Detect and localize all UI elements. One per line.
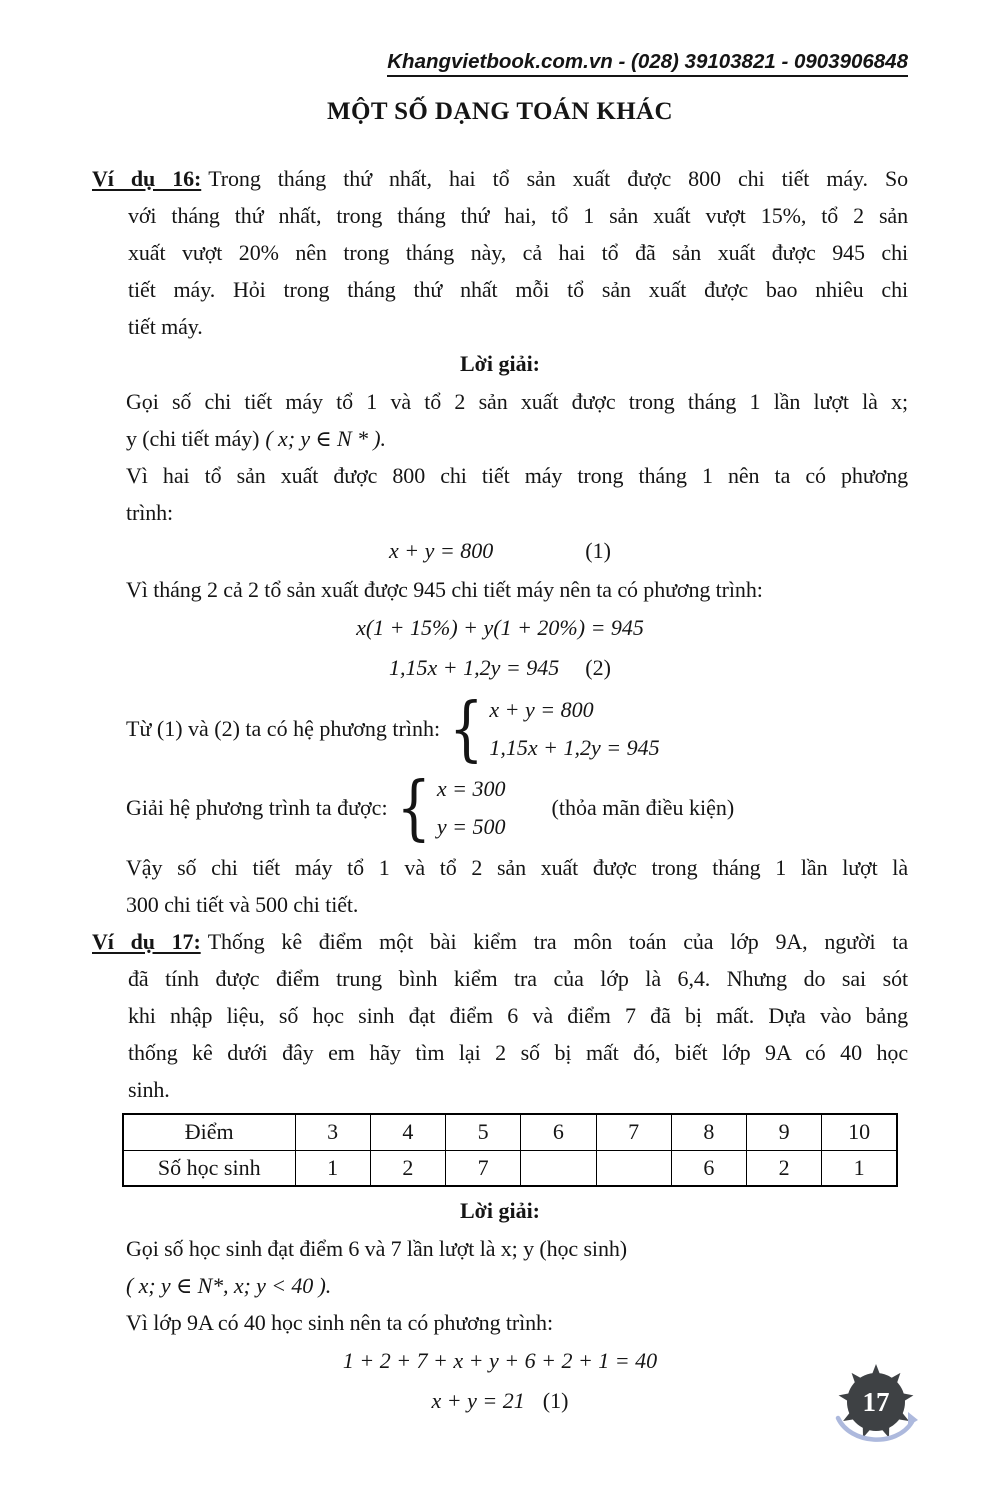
- table-cell: 7: [446, 1150, 521, 1186]
- equation-number: (1): [542, 1388, 569, 1413]
- text-segment: y (chi tiết máy): [126, 426, 260, 451]
- table-cell: 7: [596, 1114, 671, 1150]
- left-brace-icon: {: [396, 766, 431, 849]
- section-title: MỘT SỐ DẠNG TOÁN KHÁC: [327, 98, 673, 125]
- solution17-heading: Lời giải:: [459, 1198, 541, 1223]
- equation-1: [92, 531, 908, 571]
- solution17-p3: Vì lớp 9A có 40 học sinh nên ta có phương trình:: [126, 1310, 553, 1335]
- table-cell: 1: [295, 1150, 370, 1186]
- text-line: [92, 160, 908, 197]
- equation-2a: [92, 608, 908, 648]
- solution16-conclusion: [92, 849, 908, 923]
- solution16-p1: [92, 383, 908, 457]
- table-cell: 1: [822, 1150, 897, 1186]
- equation-xy21: [92, 1381, 908, 1421]
- solution17-p1: Gọi số học sinh đạt điểm 6 và 7 lần lượt là x; y (học sinh): [126, 1236, 627, 1261]
- equation-system-2: [126, 766, 908, 849]
- solution16-heading: Lời giải:: [459, 351, 541, 376]
- table-cell: 3: [295, 1114, 370, 1150]
- table-cell: 6: [671, 1150, 746, 1186]
- text-line: tiết máy.: [128, 314, 203, 339]
- solution17-condition: ( x; y ∈ N*, x; y < 40 ).: [126, 1273, 332, 1298]
- text-line: trình:: [126, 500, 174, 525]
- text-line: khi nhập liệu, số học sinh đạt điểm 6 và điểm 7 đã bị mất. Dựa vào bảng: [128, 1003, 908, 1028]
- left-brace-icon: {: [449, 687, 484, 770]
- score-table: [122, 1113, 898, 1187]
- system-label: Từ (1) và (2) ta có hệ phương trình:: [126, 716, 441, 741]
- example17-paragraph: [92, 923, 908, 1108]
- equation-sum: [92, 1341, 908, 1381]
- system-label: Giải hệ phương trình ta được:: [126, 795, 388, 820]
- gear-icon: [824, 1356, 928, 1466]
- equation-expression: x + y = 800: [389, 538, 494, 563]
- text-line: Gọi số chi tiết máy tổ 1 và tổ 2 sản xuất được trong tháng 1 lần lượt là x;: [126, 389, 908, 414]
- table-cell: [596, 1150, 671, 1186]
- solution16-p3: Vì tháng 2 cả 2 tổ sản xuất được 945 chi tiết máy nên ta có phương trình:: [126, 577, 763, 602]
- equation-number: (1): [585, 538, 611, 563]
- table-row-scores: [123, 1114, 897, 1150]
- equation-expression: 1,15x + 1,2y = 945: [389, 655, 560, 680]
- equation-expression: 1 + 2 + 7 + x + y + 6 + 2 + 1 = 40: [342, 1348, 658, 1373]
- equation-2b: [92, 648, 908, 688]
- text-line: tiết máy. Hỏi trong tháng thứ nhất mỗi tổ sản xuất được bao nhiêu chi: [128, 277, 908, 302]
- system-equation: y = 500: [436, 814, 506, 839]
- system-equation: 1,15x + 1,2y = 945: [489, 735, 660, 760]
- equation-expression: x + y = 21: [431, 1388, 525, 1413]
- system-equations: [437, 770, 506, 846]
- table-cell: 2: [747, 1150, 822, 1186]
- text-line: với tháng thứ nhất, trong tháng thứ hai, tổ 1 sản xuất vượt 15%, tổ 2 sản: [128, 203, 908, 228]
- table-row-students: [123, 1150, 897, 1186]
- text-line: đã tính được điểm trung bình kiểm tra của lớp là 6,4. Nhưng do sai sót: [128, 966, 908, 991]
- text-line: [126, 420, 908, 457]
- condition-note: (thỏa mãn điều kiện): [551, 795, 735, 820]
- text-line: Vậy số chi tiết máy tổ 1 và tổ 2 sản xuất được trong tháng 1 lần lượt là: [126, 855, 908, 880]
- text-line: 300 chi tiết và 500 chi tiết.: [126, 892, 359, 917]
- table-cell: 2: [370, 1150, 445, 1186]
- table-cell: 10: [822, 1114, 897, 1150]
- table-cell: 5: [446, 1114, 521, 1150]
- inline-math: ( x; y ∈ N * ).: [265, 426, 386, 451]
- equation-system-1: [126, 687, 908, 770]
- text-segment: Thống kê điểm một bài kiểm tra môn toán của lớp 9A, người ta: [207, 929, 908, 954]
- page-number: 17: [862, 1387, 890, 1417]
- table-cell: [521, 1150, 596, 1186]
- equation-expression: x(1 + 15%) + y(1 + 20%) = 945: [356, 615, 644, 640]
- example17-label: Ví dụ 17:: [92, 929, 201, 954]
- text-segment: Trong tháng thứ nhất, hai tổ sản xuất được 800 chi tiết máy. So: [208, 166, 908, 191]
- system-equations: [489, 691, 659, 767]
- text-line: [92, 923, 908, 960]
- text-line: xuất vượt 20% nên trong tháng này, cả hai tổ đã sản xuất được 945 chi: [128, 240, 908, 265]
- text-line: thống kê dưới đây em hãy tìm lại 2 số bị mất đó, biết lớp 9A có 40 học: [128, 1040, 908, 1065]
- example16-paragraph: [92, 160, 908, 345]
- system-equation: x = 300: [436, 776, 506, 801]
- text-line: sinh.: [128, 1077, 170, 1102]
- page-header: [92, 50, 908, 74]
- text-line: Vì hai tổ sản xuất được 800 chi tiết máy trong tháng 1 nên ta có phương: [126, 463, 908, 488]
- table-cell: 6: [521, 1114, 596, 1150]
- solution16-p2: [92, 457, 908, 531]
- page-number-badge: [824, 1356, 928, 1466]
- table-cell: 4: [370, 1114, 445, 1150]
- table-header-cell: Điểm: [123, 1114, 295, 1150]
- table-cell: 8: [671, 1114, 746, 1150]
- example16-label: Ví dụ 16:: [92, 166, 202, 191]
- equation-number: (2): [585, 655, 611, 680]
- system-equation: x + y = 800: [489, 697, 594, 722]
- table-cell: 9: [747, 1114, 822, 1150]
- table-header-cell: Số học sinh: [123, 1150, 295, 1186]
- header-text: Khangvietbook.com.vn - (028) 39103821 - 0903906848: [387, 50, 908, 77]
